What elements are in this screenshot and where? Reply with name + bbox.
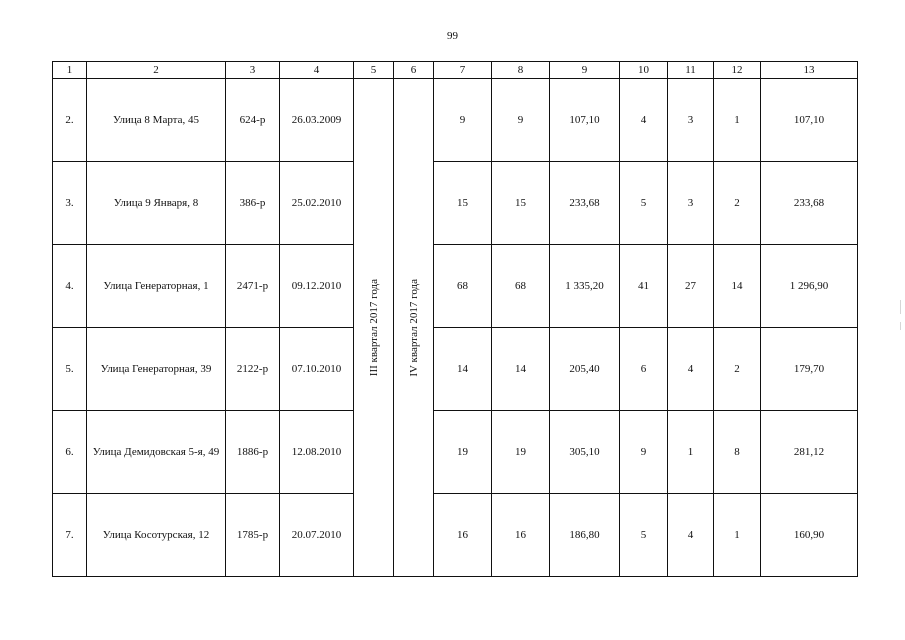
page-number: 99 (447, 30, 458, 42)
table-row (53, 328, 858, 411)
scan-artifact (900, 322, 901, 330)
value-cell: 1 (714, 494, 761, 577)
value-cell: 107,10 (550, 79, 620, 162)
date-cell: 25.02.2010 (280, 162, 354, 245)
document-number-cell: 1886-р (226, 411, 280, 494)
value-cell: 19 (492, 411, 550, 494)
document-number-cell: 624-р (226, 79, 280, 162)
value-cell: 233,68 (761, 162, 858, 245)
header-row (53, 62, 858, 79)
value-cell: 233,68 (550, 162, 620, 245)
value-cell: 16 (492, 494, 550, 577)
address-cell: Улица Генераторная, 1 (87, 245, 226, 328)
value-cell: 5 (620, 494, 668, 577)
table-row (53, 162, 858, 245)
value-cell: 1 335,20 (550, 245, 620, 328)
column-header: 8 (492, 62, 550, 79)
address-cell: Улица Демидовская 5-я, 49 (87, 411, 226, 494)
table-row (53, 79, 858, 162)
column-header: 13 (761, 62, 858, 79)
address-cell: Улица Генераторная, 39 (87, 328, 226, 411)
data-table (52, 61, 858, 577)
value-cell: 305,10 (550, 411, 620, 494)
document-number-cell: 1785-р (226, 494, 280, 577)
column-header: 7 (434, 62, 492, 79)
quarter-cell-col6 (394, 79, 434, 577)
column-header: 6 (394, 62, 434, 79)
value-cell: 3 (668, 162, 714, 245)
value-cell: 1 296,90 (761, 245, 858, 328)
value-cell: 68 (492, 245, 550, 328)
row-number: 5. (53, 328, 87, 411)
column-header: 4 (280, 62, 354, 79)
value-cell: 9 (620, 411, 668, 494)
value-cell: 205,40 (550, 328, 620, 411)
value-cell: 2 (714, 162, 761, 245)
value-cell: 8 (714, 411, 761, 494)
date-cell: 09.12.2010 (280, 245, 354, 328)
row-number: 6. (53, 411, 87, 494)
value-cell: 41 (620, 245, 668, 328)
value-cell: 3 (668, 79, 714, 162)
row-number: 4. (53, 245, 87, 328)
value-cell: 16 (434, 494, 492, 577)
value-cell: 6 (620, 328, 668, 411)
table-row (53, 411, 858, 494)
date-cell: 07.10.2010 (280, 328, 354, 411)
value-cell: 281,12 (761, 411, 858, 494)
row-number: 3. (53, 162, 87, 245)
row-number: 2. (53, 79, 87, 162)
date-cell: 26.03.2009 (280, 79, 354, 162)
value-cell: 15 (492, 162, 550, 245)
value-cell: 19 (434, 411, 492, 494)
quarter-label: III квартал 2017 года (367, 278, 380, 377)
column-header: 11 (668, 62, 714, 79)
address-cell: Улица 9 Января, 8 (87, 162, 226, 245)
value-cell: 2 (714, 328, 761, 411)
column-header: 3 (226, 62, 280, 79)
quarter-label: IV квартал 2017 года (407, 278, 420, 377)
document-number-cell: 386-р (226, 162, 280, 245)
value-cell: 186,80 (550, 494, 620, 577)
value-cell: 4 (620, 79, 668, 162)
column-header: 2 (87, 62, 226, 79)
column-header: 10 (620, 62, 668, 79)
value-cell: 5 (620, 162, 668, 245)
value-cell: 15 (434, 162, 492, 245)
value-cell: 14 (714, 245, 761, 328)
table-row (53, 245, 858, 328)
date-cell: 20.07.2010 (280, 494, 354, 577)
column-header: 9 (550, 62, 620, 79)
scan-artifact (900, 300, 901, 314)
address-cell: Улица Косотурская, 12 (87, 494, 226, 577)
column-header: 1 (53, 62, 87, 79)
value-cell: 179,70 (761, 328, 858, 411)
value-cell: 9 (492, 79, 550, 162)
value-cell: 14 (492, 328, 550, 411)
value-cell: 9 (434, 79, 492, 162)
row-number: 7. (53, 494, 87, 577)
value-cell: 160,90 (761, 494, 858, 577)
address-cell: Улица 8 Марта, 45 (87, 79, 226, 162)
table-row (53, 494, 858, 577)
document-number-cell: 2471-р (226, 245, 280, 328)
value-cell: 27 (668, 245, 714, 328)
value-cell: 1 (668, 411, 714, 494)
date-cell: 12.08.2010 (280, 411, 354, 494)
column-header: 12 (714, 62, 761, 79)
document-number-cell: 2122-р (226, 328, 280, 411)
value-cell: 1 (714, 79, 761, 162)
value-cell: 68 (434, 245, 492, 328)
quarter-cell-col5 (354, 79, 394, 577)
column-header: 5 (354, 62, 394, 79)
value-cell: 4 (668, 328, 714, 411)
value-cell: 14 (434, 328, 492, 411)
value-cell: 107,10 (761, 79, 858, 162)
value-cell: 4 (668, 494, 714, 577)
